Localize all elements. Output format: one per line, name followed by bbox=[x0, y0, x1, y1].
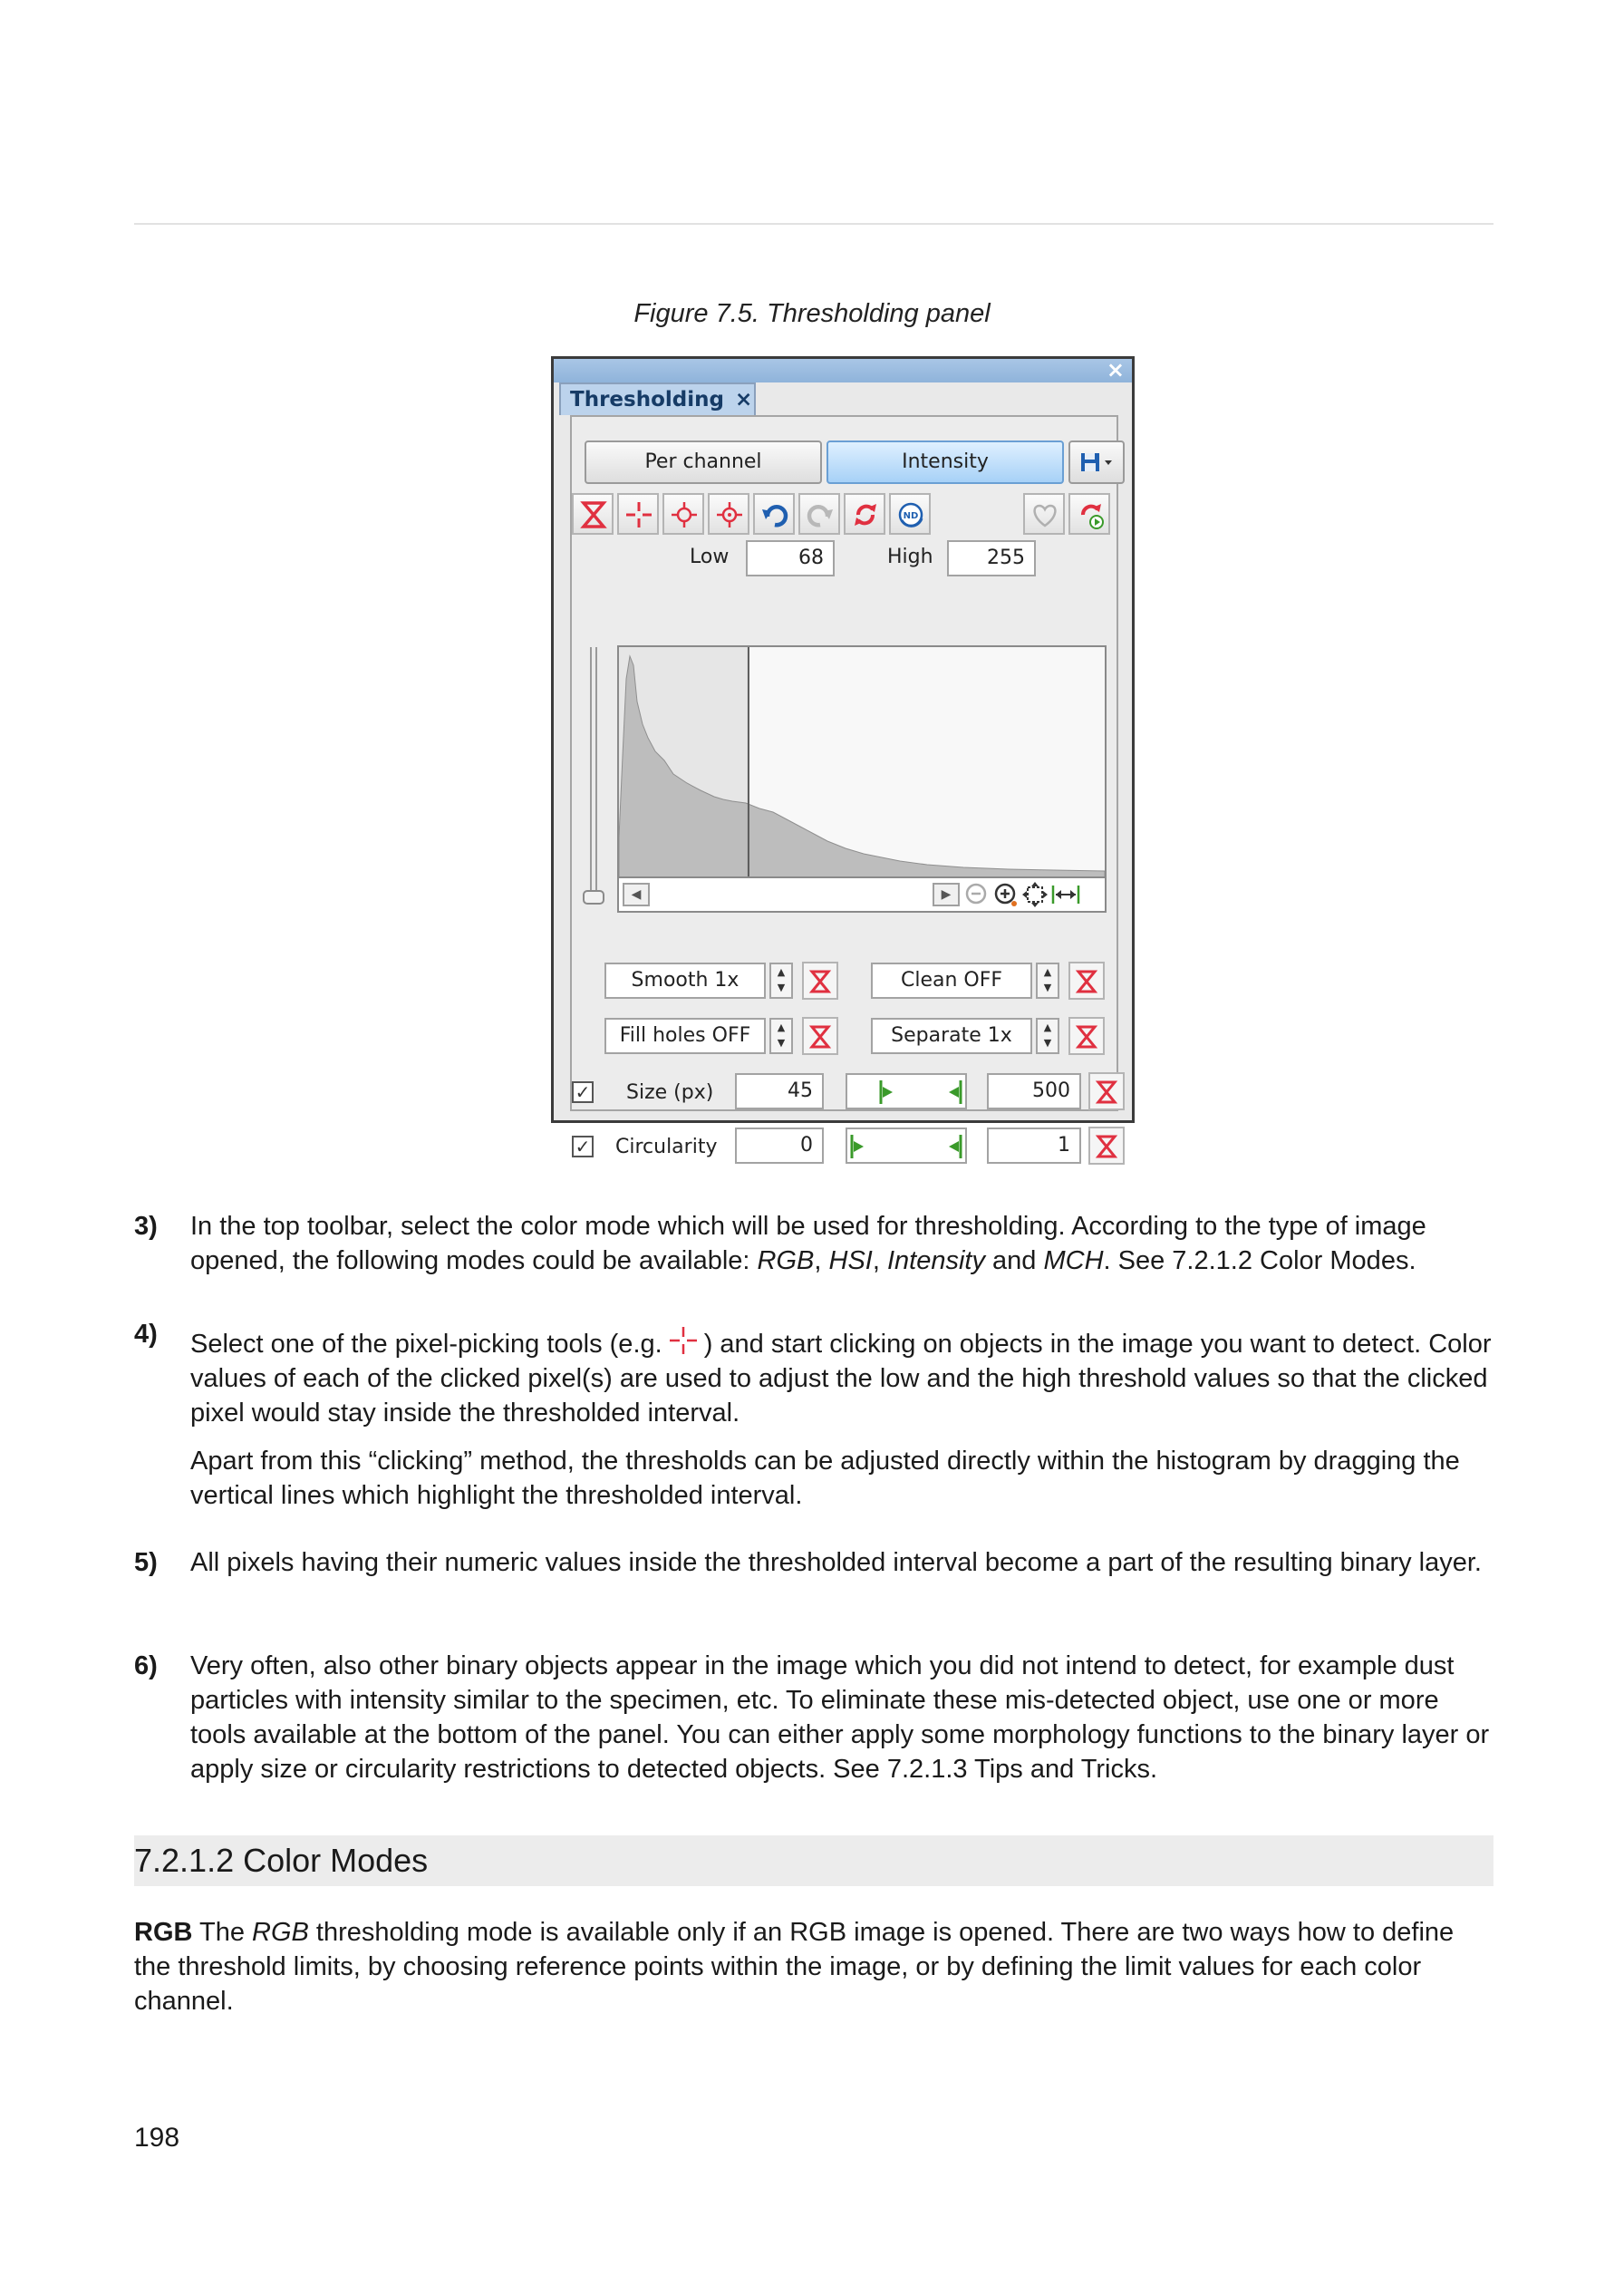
window-close-button[interactable]: × bbox=[1106, 357, 1125, 382]
fill-holes-select[interactable]: Fill holes OFF bbox=[604, 1018, 766, 1054]
circularity-max-input[interactable]: 1 bbox=[987, 1128, 1081, 1164]
separate-reset-button[interactable] bbox=[1068, 1017, 1105, 1055]
size-min-input[interactable]: 45 bbox=[735, 1073, 824, 1109]
zoom-out-icon[interactable] bbox=[963, 880, 991, 909]
reset-icon bbox=[807, 1022, 834, 1051]
save-icon bbox=[1070, 442, 1123, 482]
size-max-input[interactable]: 500 bbox=[987, 1073, 1081, 1109]
undo-button[interactable] bbox=[753, 493, 795, 535]
size-checkbox[interactable]: ✓ bbox=[572, 1081, 594, 1103]
low-label: Low bbox=[690, 546, 730, 568]
size-range-slider[interactable] bbox=[846, 1073, 967, 1109]
histogram[interactable] bbox=[617, 645, 1107, 879]
scroll-right-arrow[interactable]: ▶ bbox=[933, 883, 960, 906]
tab-label: Thresholding bbox=[570, 388, 724, 411]
mode-intensity-button[interactable]: Intensity bbox=[826, 440, 1064, 484]
range-max-handle[interactable] bbox=[945, 1079, 963, 1106]
fill-holes-spinner[interactable]: ▲ ▼ bbox=[769, 1018, 793, 1054]
clean-reset-button[interactable] bbox=[1068, 962, 1105, 1000]
step-number: 6) bbox=[134, 1651, 158, 1680]
pixel-pick-tool-button[interactable] bbox=[617, 493, 659, 535]
panel-body bbox=[570, 415, 1118, 1158]
circularity-checkbox[interactable]: ✓ bbox=[572, 1136, 594, 1157]
zoom-in-icon[interactable] bbox=[992, 880, 1020, 909]
reset-icon bbox=[1093, 1132, 1120, 1161]
save-dropdown-button[interactable] bbox=[1068, 440, 1125, 484]
tab-close-icon[interactable]: × bbox=[734, 388, 753, 411]
header-rule bbox=[134, 223, 1494, 225]
reset-icon bbox=[807, 967, 834, 996]
clean-select[interactable]: Clean OFF bbox=[871, 963, 1032, 999]
high-input[interactable]: 255 bbox=[947, 540, 1036, 576]
circularity-range-slider[interactable] bbox=[846, 1128, 967, 1164]
pixel-add-tool-button[interactable] bbox=[662, 493, 704, 535]
pixel-remove-tool-button[interactable] bbox=[708, 493, 749, 535]
pixel-pick-icon bbox=[619, 495, 659, 535]
smooth-reset-button[interactable] bbox=[802, 962, 838, 1000]
range-min-handle[interactable] bbox=[849, 1133, 867, 1160]
low-input[interactable]: 68 bbox=[746, 540, 835, 576]
range-max-handle[interactable] bbox=[945, 1133, 963, 1160]
circularity-label: Circularity bbox=[615, 1136, 718, 1158]
fit-to-view-icon[interactable] bbox=[1021, 880, 1049, 909]
histogram-plot bbox=[619, 647, 1105, 877]
separate-select[interactable]: Separate 1x bbox=[871, 1018, 1032, 1054]
tab-thresholding[interactable] bbox=[559, 382, 756, 415]
separate-spinner[interactable]: ▲ ▼ bbox=[1036, 1018, 1059, 1054]
step-number: 4) bbox=[134, 1320, 158, 1349]
page-number: 198 bbox=[134, 2123, 180, 2153]
vertical-slider-thumb[interactable] bbox=[583, 890, 604, 905]
size-reset-button[interactable] bbox=[1088, 1072, 1125, 1110]
smooth-select[interactable]: Smooth 1x bbox=[604, 963, 766, 999]
step-number: 5) bbox=[134, 1548, 158, 1577]
undo-icon bbox=[755, 495, 795, 535]
heart-button[interactable] bbox=[1023, 493, 1065, 535]
nd-icon bbox=[891, 495, 931, 535]
clean-spinner[interactable]: ▲ ▼ bbox=[1036, 963, 1059, 999]
redo-button[interactable] bbox=[798, 493, 840, 535]
figure-caption: Figure 7.5. Thresholding panel bbox=[633, 299, 991, 328]
circularity-min-input[interactable]: 0 bbox=[735, 1128, 824, 1164]
rgb-paragraph: RGB The RGB thresholding mode is available only if an RGB image is opened. There are two ways how to define the threshold limits, by choosing reference points within the image, or by defining the limit values for each color channel. bbox=[134, 1918, 1455, 2016]
refresh-icon bbox=[846, 495, 885, 535]
pixel-remove-icon bbox=[710, 495, 749, 535]
reset-icon bbox=[1093, 1078, 1120, 1107]
range-min-handle[interactable] bbox=[878, 1079, 896, 1106]
reset-icon bbox=[1073, 967, 1100, 996]
heart-icon bbox=[1025, 495, 1065, 535]
step-number: 3) bbox=[134, 1212, 158, 1241]
scroll-left-arrow[interactable]: ◀ bbox=[623, 883, 650, 906]
size-label: Size (px) bbox=[626, 1081, 714, 1104]
pixel-add-icon bbox=[664, 495, 704, 535]
fill-holes-reset-button[interactable] bbox=[802, 1017, 838, 1055]
section-heading: 7.2.1.2 Color Modes bbox=[134, 1835, 1494, 1886]
mode-per-channel-button[interactable]: Per channel bbox=[585, 440, 822, 484]
run-icon bbox=[1070, 495, 1110, 535]
fit-width-icon[interactable] bbox=[1050, 880, 1081, 909]
reset-threshold-button[interactable] bbox=[572, 493, 614, 535]
panel-title-bar bbox=[554, 359, 1132, 382]
smooth-spinner[interactable]: ▲ ▼ bbox=[769, 963, 793, 999]
refresh-button[interactable] bbox=[844, 493, 885, 535]
step-text: All pixels having their numeric values inside the thresholded interval become a part of the resulting binary layer. bbox=[190, 1548, 1482, 1577]
nd-button[interactable] bbox=[889, 493, 931, 535]
svg-text:ND: ND bbox=[903, 511, 919, 521]
step-text: In the top toolbar, select the color mode which will be used for thresholding. According to the type of image opened, the following modes could be available: RGB, HSI, Intensity and MCH. See 7.2.1.2 Color Modes. bbox=[190, 1212, 1426, 1275]
circularity-reset-button[interactable] bbox=[1088, 1127, 1125, 1165]
reset-hourglass-icon bbox=[574, 495, 614, 535]
reset-icon bbox=[1073, 1022, 1100, 1051]
vertical-zoom-slider[interactable] bbox=[590, 647, 597, 892]
redo-icon bbox=[800, 495, 840, 535]
histogram-scrollbar[interactable] bbox=[617, 876, 1107, 913]
high-label: High bbox=[887, 546, 933, 568]
run-button[interactable] bbox=[1068, 493, 1110, 535]
pixel-pick-icon bbox=[668, 1325, 699, 1356]
step-text: Select one of the pixel-picking tools (e.g. ) and start clicking on objects in the image you want to detect. Color values of each of the clicked pixel(s) are used to adjust the low and the high threshold values so that the clicked pixel would stay inside the thresholded interval. Apart from this “clicking” method, the thresholds can be adjusted directly within the histogram by dragging the vertical lines which highlight the thresholded interval. bbox=[190, 1325, 1495, 1513]
thresholding-panel bbox=[551, 356, 1135, 1158]
step-text: Very often, also other binary objects appear in the image which you did not intend to detect, for example dust particles with intensity similar to the specimen, etc. To eliminate these mis-detected object, use one or more tools available at the bottom of the panel. You can either apply some morphology functions to the binary layer or apply size or circularity restrictions to detected objects. See 7.2.1.3 Tips and Tricks. bbox=[190, 1651, 1490, 1784]
